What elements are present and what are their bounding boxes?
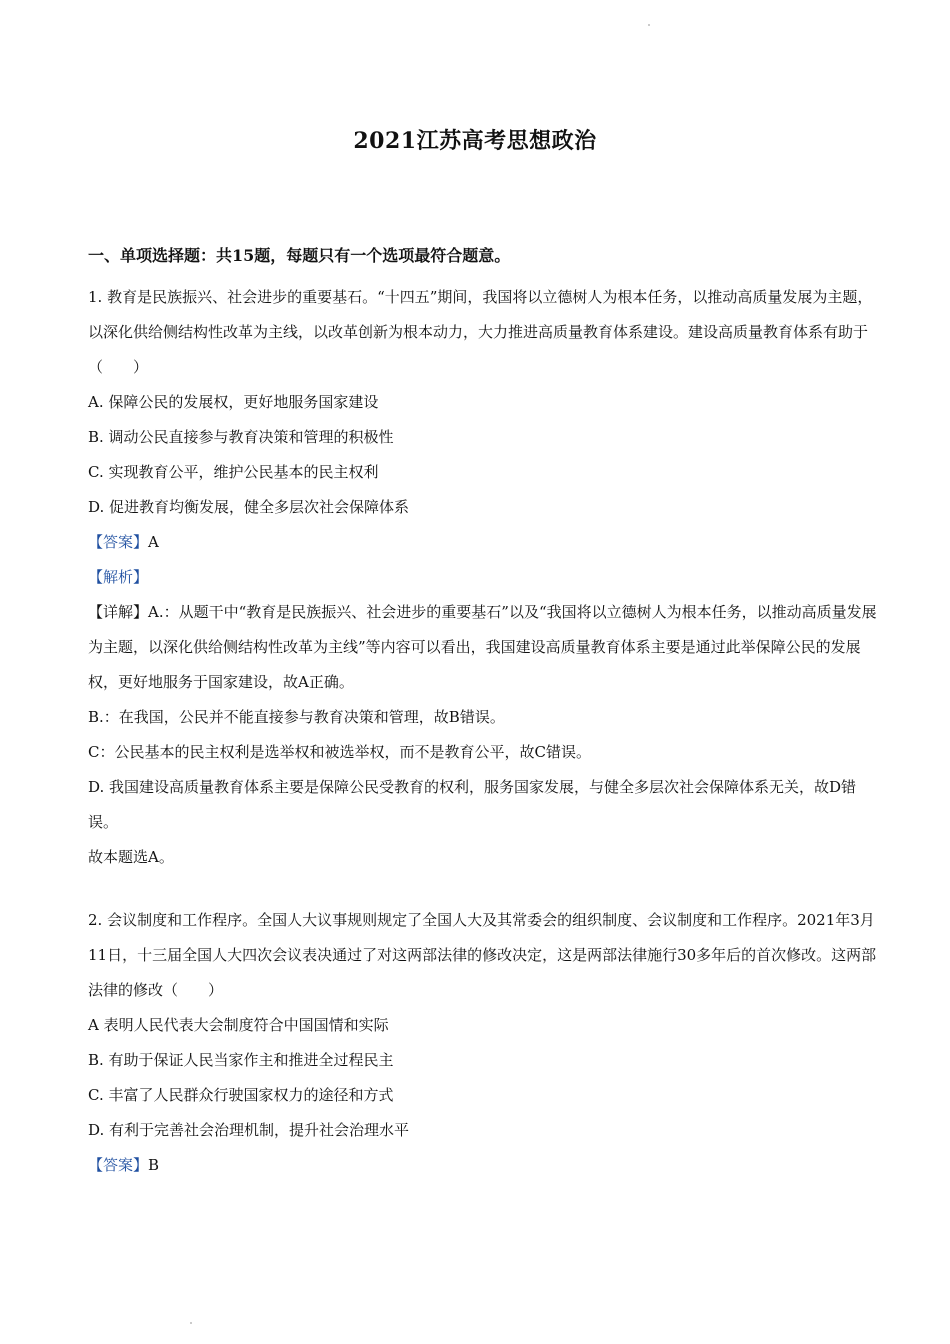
question-1-conclusion: 故本题选A。 (88, 848, 174, 866)
question-gap (88, 875, 878, 903)
question-2-option-c: C. 丰富了人民群众行驶国家权力的途径和方式 (88, 1086, 394, 1104)
analysis-tag: 【解析】 (88, 568, 149, 586)
question-2-stem: 2. 会议制度和工作程序。全国人大议事规则规定了全国人大及其常委会的组织制度、会议制度和工作程序。2021年3月11日，十三届全国人大四次会议表决通过了对这两部法律的修改决定，这是两部法律施行30多年后的首次修改。这两部法律的修改（ ） (88, 911, 877, 999)
question-1-detail (88, 595, 878, 700)
question-1-option-c: C. 实现教育公平，维护公民基本的民主权利 (88, 463, 379, 481)
section-heading: 一、单项选择题：共15题，每题只有一个选项最符合题意。 (88, 246, 511, 265)
document-body (88, 244, 878, 1183)
question-2-option-b: B. 有助于保证人民当家作主和推进全过程民主 (88, 1051, 394, 1069)
question-2-option-a: A 表明人民代表大会制度符合中国国情和实际 (88, 1016, 389, 1034)
question-1-answer (88, 525, 878, 560)
page-mark (648, 24, 650, 26)
question-1-explain-c: C：公民基本的民主权利是选举权和被选举权，而不是教育公平，故C错误。 (88, 743, 591, 761)
question-1-option-d: D. 促进教育均衡发展，健全多层次社会保障体系 (88, 498, 410, 516)
question-1-explain-b: B.：在我国，公民并不能直接参与教育决策和管理，故B错误。 (88, 708, 505, 726)
answer-tag: 【答案】 (88, 1156, 149, 1174)
question-1-stem: 1. 教育是民族振兴、社会进步的重要基石。“十四五”期间，我国将以立德树人为根本任务，以推动高质量发展为主题，以深化供给侧结构性改革为主线，以改革创新为根本动力，大力推进高质量教育体系建设。建设高质量教育体系有助于（ ） (88, 288, 873, 376)
answer-value: B (148, 1156, 160, 1174)
page-mark (190, 1322, 192, 1324)
answer-tag: 【答案】 (88, 533, 149, 551)
question-2-option-d: D. 有利于完善社会治理机制，提升社会治理水平 (88, 1121, 410, 1139)
answer-value: A (148, 533, 159, 551)
document-title: 2021江苏高考思想政治 (353, 128, 597, 154)
question-2-answer (88, 1148, 878, 1183)
question-1-option-a: A. 保障公民的发展权，更好地服务国家建设 (88, 393, 379, 411)
detail-tag: 【详解】 (88, 603, 149, 621)
detail-text: A.：从题干中“教育是民族振兴、社会进步的重要基石”以及“我国将以立德树人为根本任务，以推动高质量发展为主题，以深化供给侧结构性改革为主线”等内容可以看出，我国建设高质量教育体系主要是通过此举保障公民的发展权，更好地服务于国家建设，故A正确。 (88, 603, 877, 691)
question-1-option-b: B. 调动公民直接参与教育决策和管理的积极性 (88, 428, 394, 446)
question-1-analysis (88, 560, 878, 595)
question-1-explain-d: D. 我国建设高质量教育体系主要是保障公民受教育的权利，服务国家发展，与健全多层次社会保障体系无关，故D错误。 (88, 778, 857, 831)
